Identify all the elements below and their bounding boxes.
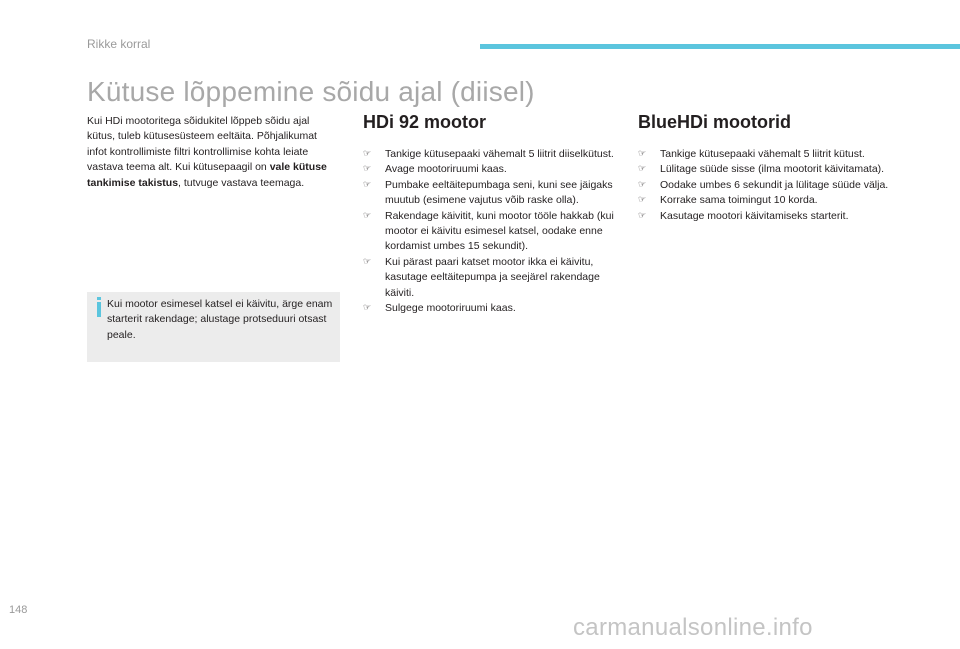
hand-pointer-icon: ☞: [363, 210, 372, 221]
hand-pointer-icon: ☞: [363, 256, 372, 267]
list-item: ☞ Kui pärast paari katset mootor ikka ei käivitu, kasutage eeltäitepumpa ja seejärel rakendage käiviti.: [363, 255, 600, 299]
intro-text-end: , tutvuge vastava teemaga.: [178, 176, 305, 189]
hdi92-heading: HDi 92 mootor: [363, 112, 487, 132]
list-item: ☞ Rakendage käivitit, kuni mootor tööle hakkab (kui mootor ei käivitu esimesel katsel, oodake enne kordamist umbes 15 sekundit).: [363, 209, 614, 253]
intro-paragraph: [87, 114, 337, 191]
bluehdi-heading: BlueHDi mootorid: [638, 112, 791, 132]
hand-pointer-icon: ☞: [363, 179, 372, 190]
list-item: ☞ Avage mootoriruumi kaas.: [363, 162, 615, 177]
hand-pointer-icon: ☞: [363, 303, 372, 314]
info-icon: [97, 297, 101, 300]
notice-box: [87, 292, 340, 362]
list-item: ☞ Lülitage süüde sisse (ilma mootorit käivitamata).: [638, 162, 900, 177]
header-accent-bar: [480, 44, 960, 49]
list-item: ☞ Tankige kütusepaaki vähemalt 5 liitrit kütust.: [638, 147, 900, 162]
list-item: ☞ Tankige kütusepaaki vähemalt 5 liitrit diiselkütust.: [363, 147, 615, 162]
intro-bold-text: vale kütuse tankimise takistus: [87, 161, 327, 189]
list-item: ☞ Sulgege mootoriruumi kaas.: [363, 301, 615, 316]
hand-pointer-icon: ☞: [363, 149, 372, 159]
hand-pointer-icon: ☞: [638, 195, 647, 206]
intro-text: Kui HDi mootoritega sõidukitel lõppeb sõidu ajal kütus, tuleb kütusesüsteem eeltäita. Põhjalikumat infot kontrollimiste filtri kontrollimise kohta leiate vastava teema alt. Kui kütusepaagil on: [87, 115, 317, 174]
list-item: ☞ Oodake umbes 6 sekundit ja lülitage süüde välja.: [638, 178, 900, 193]
page-number: 148: [9, 604, 28, 616]
page-title: Kütuse lõppemine sõidu ajal (diisel): [87, 76, 535, 107]
hand-pointer-icon: ☞: [638, 164, 647, 175]
hdi92-steps: [363, 147, 615, 316]
hand-pointer-icon: ☞: [638, 179, 647, 190]
hdi92-section: [363, 112, 615, 316]
list-item: ☞ Korrake sama toimingut 10 korda.: [638, 193, 900, 208]
hand-pointer-icon: ☞: [638, 210, 647, 221]
section-label: Rikke korral: [87, 37, 151, 51]
info-icon-bar: [97, 302, 101, 317]
list-item: ☞ Kasutage mootori käivitamiseks starterit.: [638, 209, 900, 224]
hand-pointer-icon: ☞: [638, 149, 647, 159]
bluehdi-section: [638, 112, 900, 224]
notice-text: Kui mootor esimesel katsel ei käivitu, ärge enam starterit rakendage; alustage protseduuri otsast peale.: [107, 298, 333, 341]
list-item: ☞ Pumbake eeltäitepumbaga seni, kuni see jäigaks muutub (esimene vajutus võib raske olla).: [363, 178, 613, 207]
bluehdi-steps: [638, 147, 900, 224]
hand-pointer-icon: ☞: [363, 164, 372, 175]
watermark: carmanualsonline.info: [573, 614, 813, 641]
